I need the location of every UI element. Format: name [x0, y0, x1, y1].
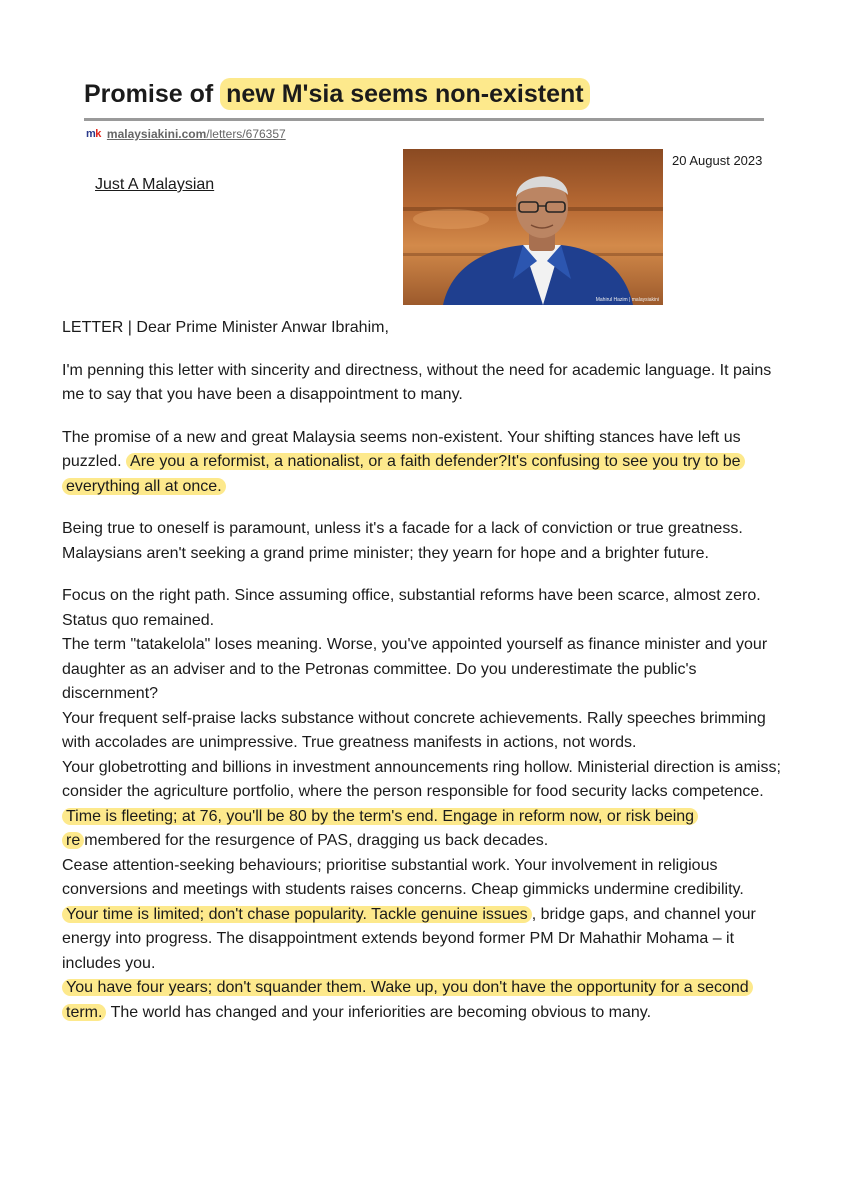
paragraph-text: The promise of a new and great Malaysia seems non-existent. Your shifting stances have left us puzzled. [62, 428, 741, 470]
publish-date: 20 August 2023 [672, 153, 763, 168]
source-line [86, 127, 286, 141]
highlighted-text: You have four years; don't squander them. Wake up, you don't have the opportunity for a second term. [62, 979, 753, 1021]
paragraph-text: , bridge gaps, and channel your energy into progress. The disappointment extends beyond former PM Dr Mahathir Mohama – it includes you. [62, 905, 756, 972]
letter-paragraph [62, 805, 792, 854]
paragraph-text: Your globetrotting and billions in investment announcements ring hollow. Ministerial direction is amiss; consider the agriculture portfolio, where the person responsible for food security lacks competence. [62, 758, 781, 800]
paragraph-text: membered for the resurgence of PAS, dragging us back decades. [84, 832, 549, 849]
letter-paragraph [62, 359, 792, 408]
article-title [84, 80, 590, 109]
paragraph-text: I'm penning this letter with sincerity and directness, without the need for academic language. It pains me to say that you have been a disappointment to many. [62, 361, 772, 403]
letter-paragraph [62, 707, 792, 756]
photo-credit: Mahirul Hazim | malaysiakini [595, 297, 659, 303]
paragraph-text: LETTER | Dear Prime Minister Anwar Ibrahim, [62, 319, 389, 336]
letter-paragraph [62, 426, 792, 500]
paragraph-text: Focus on the right path. Since assuming office, substantial reforms have been scarce, almost zero. Status quo remained. [62, 587, 761, 629]
source-domain: malaysiakini.com [106, 127, 207, 141]
letter-paragraph [62, 633, 792, 707]
portrait-illustration [403, 149, 663, 305]
highlighted-text: Your time is limited; don't chase popularity. Tackle genuine issues [62, 906, 532, 923]
paragraph-text: The term "tatakelola" loses meaning. Worse, you've appointed yourself as finance minister and your daughter as an adviser and to the Petronas committee. Do you underestimate the public's discernment? [62, 636, 768, 702]
title-highlight: new M'sia seems non-existent [220, 78, 589, 110]
paragraph-text: Your frequent self-praise lacks substance without concrete achievements. Rally speeches brimming with accolades are unimpressive. True greatness manifests in actions, not words. [62, 709, 766, 751]
article-photo [403, 149, 663, 305]
paragraph-text: Cease attention-seeking behaviours; prioritise substantial work. Your involvement in religious conversions and meetings with students raises concerns. Cheap gimmicks undermine credibility. [62, 856, 744, 898]
letter-paragraph [62, 903, 792, 977]
author-link[interactable]: Just A Malaysian [95, 176, 215, 193]
letter-paragraph [62, 854, 792, 903]
source-link[interactable] [107, 127, 286, 141]
source-path: /letters/676357 [206, 127, 286, 141]
letter-paragraph [62, 584, 792, 633]
highlighted-text: Time is fleeting; at 76, you'll be 80 by the term's end. Engage in reform now, or risk being re [62, 808, 698, 850]
letter-paragraph [62, 316, 792, 341]
paragraph-text: Being true to oneself is paramount, unless it's a facade for a lack of conviction or true greatness. Malaysians aren't seeking a grand prime minister; they yearn for hope and a brighter future. [62, 520, 743, 562]
title-divider [84, 118, 764, 121]
letter-paragraph [62, 756, 792, 805]
title-prefix: Promise of [84, 80, 221, 108]
letter-body [62, 316, 792, 1025]
malaysiakini-logo-icon: mk [86, 128, 101, 140]
letter-paragraph [62, 517, 792, 566]
letter-paragraph [62, 976, 792, 1025]
paragraph-text: The world has changed and your inferiorities are becoming obvious to many. [106, 1003, 652, 1021]
highlighted-text: Are you a reformist, a nationalist, or a faith defender?It's confusing to see you try to be everything all at once. [62, 453, 745, 495]
